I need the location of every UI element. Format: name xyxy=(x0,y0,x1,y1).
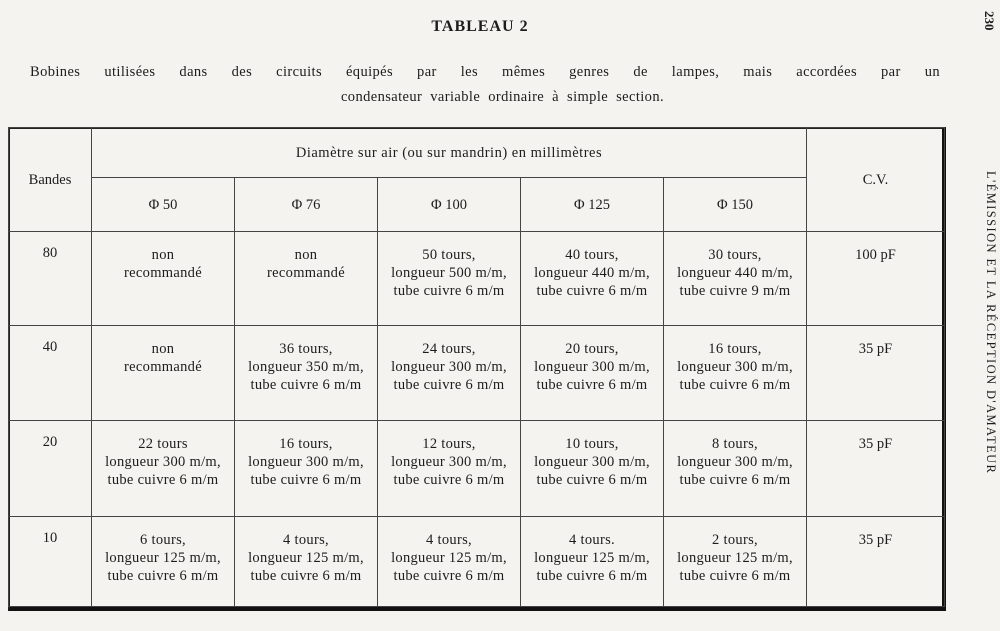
cv-cell: 35 pF xyxy=(807,421,945,517)
coil-spec-line: tube cuivre 6 m/m xyxy=(250,472,362,488)
coil-spec-cell xyxy=(664,421,807,517)
coil-spec-line: tube cuivre 6 m/m xyxy=(393,377,505,393)
coil-spec-line: longueur 125 m/m, xyxy=(248,550,364,566)
coil-spec-cell xyxy=(92,326,235,421)
coil-spec-cell xyxy=(92,232,235,326)
coil-spec-line: longueur 300 m/m, xyxy=(677,359,793,375)
coil-spec-line: 10 tours, xyxy=(565,436,619,452)
coil-spec-cell xyxy=(664,232,807,326)
coil-spec-line: 8 tours, xyxy=(712,436,758,452)
coil-spec-line: 50 tours, xyxy=(422,247,476,263)
coil-spec-line: longueur 300 m/m, xyxy=(391,454,507,470)
page-number: 230 xyxy=(982,11,997,31)
coil-spec-cell xyxy=(664,517,807,607)
header-bandes: Bandes xyxy=(9,128,92,232)
coil-spec-line: tube cuivre 6 m/m xyxy=(107,568,219,584)
coil-spec-cell xyxy=(92,421,235,517)
cv-cell: 100 pF xyxy=(807,232,945,326)
coil-spec-line: 4 tours. xyxy=(569,532,615,548)
coil-spec-cell xyxy=(92,517,235,607)
coil-spec-line: tube cuivre 6 m/m xyxy=(679,472,791,488)
band-cell: 80 xyxy=(9,232,92,326)
coil-spec-cell xyxy=(378,421,521,517)
table-row xyxy=(9,517,945,607)
header-diameter: Φ 50 xyxy=(92,178,235,232)
caption-line-2: condensateur variable ordinaire à simple section. xyxy=(340,89,665,105)
coil-spec-line: 2 tours, xyxy=(712,532,758,548)
coil-spec-cell xyxy=(235,517,378,607)
coil-spec-line: tube cuivre 9 m/m xyxy=(679,283,791,299)
header-diametre: Diamètre sur air (ou sur mandrin) en millimètres xyxy=(92,128,807,178)
coil-spec-line: 16 tours, xyxy=(708,341,762,357)
coil-spec-line: 30 tours, xyxy=(708,247,762,263)
running-head: L'ÉMISSION ET LA RÉCEPTION D'AMATEUR xyxy=(984,171,998,475)
band-cell: 40 xyxy=(9,326,92,421)
coil-spec-line: tube cuivre 6 m/m xyxy=(679,377,791,393)
coil-spec-line: 12 tours, xyxy=(422,436,476,452)
coil-spec-line: non xyxy=(294,247,318,263)
coil-spec-line: recommandé xyxy=(124,265,202,281)
coil-spec-cell xyxy=(235,421,378,517)
table-title: TABLEAU 2 xyxy=(431,18,529,35)
coil-spec-line: tube cuivre 6 m/m xyxy=(536,568,648,584)
coil-spec-cell xyxy=(378,326,521,421)
coil-spec-line: tube cuivre 6 m/m xyxy=(393,283,505,299)
band-cell: 10 xyxy=(9,517,92,607)
coil-spec-line: longueur 125 m/m, xyxy=(534,550,650,566)
header-diameter: Φ 125 xyxy=(521,178,664,232)
coil-spec-line: non xyxy=(151,341,175,357)
coil-table xyxy=(8,127,945,607)
coil-spec-line: tube cuivre 6 m/m xyxy=(393,568,505,584)
cv-cell: 35 pF xyxy=(807,326,945,421)
table-row xyxy=(9,326,945,421)
coil-spec-line: longueur 300 m/m, xyxy=(677,454,793,470)
header-diameter: Φ 76 xyxy=(235,178,378,232)
coil-spec-line: tube cuivre 6 m/m xyxy=(107,472,219,488)
coil-spec-line: tube cuivre 6 m/m xyxy=(536,472,648,488)
caption-line-1: Bobines utilisées dans des circuits équipés par les mêmes genres de lampes, mais accordées par un xyxy=(30,64,940,80)
coil-spec-line: longueur 300 m/m, xyxy=(248,454,364,470)
coil-spec-cell xyxy=(378,232,521,326)
coil-spec-line: tube cuivre 6 m/m xyxy=(536,283,648,299)
cv-cell: 35 pF xyxy=(807,517,945,607)
coil-spec-cell xyxy=(521,517,664,607)
coil-spec-line: recommandé xyxy=(267,265,345,281)
coil-spec-line: longueur 300 m/m, xyxy=(534,454,650,470)
coil-spec-line: longueur 440 m/m, xyxy=(534,265,650,281)
coil-spec-line: tube cuivre 6 m/m xyxy=(250,568,362,584)
coil-spec-line: longueur 300 m/m, xyxy=(391,359,507,375)
coil-spec-line: tube cuivre 6 m/m xyxy=(250,377,362,393)
coil-spec-line: longueur 440 m/m, xyxy=(677,265,793,281)
header-diameter: Φ 100 xyxy=(378,178,521,232)
coil-spec-line: 4 tours, xyxy=(426,532,472,548)
coil-spec-line: 40 tours, xyxy=(565,247,619,263)
coil-spec-line: 20 tours, xyxy=(565,341,619,357)
coil-spec-cell xyxy=(235,232,378,326)
coil-spec-cell xyxy=(521,421,664,517)
coil-spec-line: tube cuivre 6 m/m xyxy=(393,472,505,488)
coil-spec-line: longueur 125 m/m, xyxy=(391,550,507,566)
coil-spec-line: longueur 125 m/m, xyxy=(105,550,221,566)
table-row xyxy=(9,421,945,517)
table-row xyxy=(9,232,945,326)
coil-spec-cell xyxy=(378,517,521,607)
band-cell: 20 xyxy=(9,421,92,517)
coil-spec-cell xyxy=(235,326,378,421)
header-cv: C.V. xyxy=(807,128,945,232)
coil-spec-line: tube cuivre 6 m/m xyxy=(679,568,791,584)
coil-spec-line: non xyxy=(151,247,175,263)
coil-spec-cell xyxy=(521,326,664,421)
table-caption xyxy=(30,60,940,110)
coil-spec-line: longueur 300 m/m, xyxy=(534,359,650,375)
coil-spec-line: longueur 300 m/m, xyxy=(105,454,221,470)
coil-spec-line: 6 tours, xyxy=(140,532,186,548)
coil-spec-line: tube cuivre 6 m/m xyxy=(536,377,648,393)
coil-spec-cell xyxy=(521,232,664,326)
header-diameter: Φ 150 xyxy=(664,178,807,232)
coil-spec-line: 16 tours, xyxy=(279,436,333,452)
coil-spec-line: longueur 500 m/m, xyxy=(391,265,507,281)
coil-spec-line: longueur 350 m/m, xyxy=(248,359,364,375)
coil-spec-line: 22 tours xyxy=(138,436,188,452)
coil-spec-line: longueur 125 m/m, xyxy=(677,550,793,566)
coil-spec-line: 36 tours, xyxy=(279,341,333,357)
coil-spec-line: recommandé xyxy=(124,359,202,375)
coil-spec-line: 4 tours, xyxy=(283,532,329,548)
coil-spec-cell xyxy=(664,326,807,421)
coil-spec-line: 24 tours, xyxy=(422,341,476,357)
